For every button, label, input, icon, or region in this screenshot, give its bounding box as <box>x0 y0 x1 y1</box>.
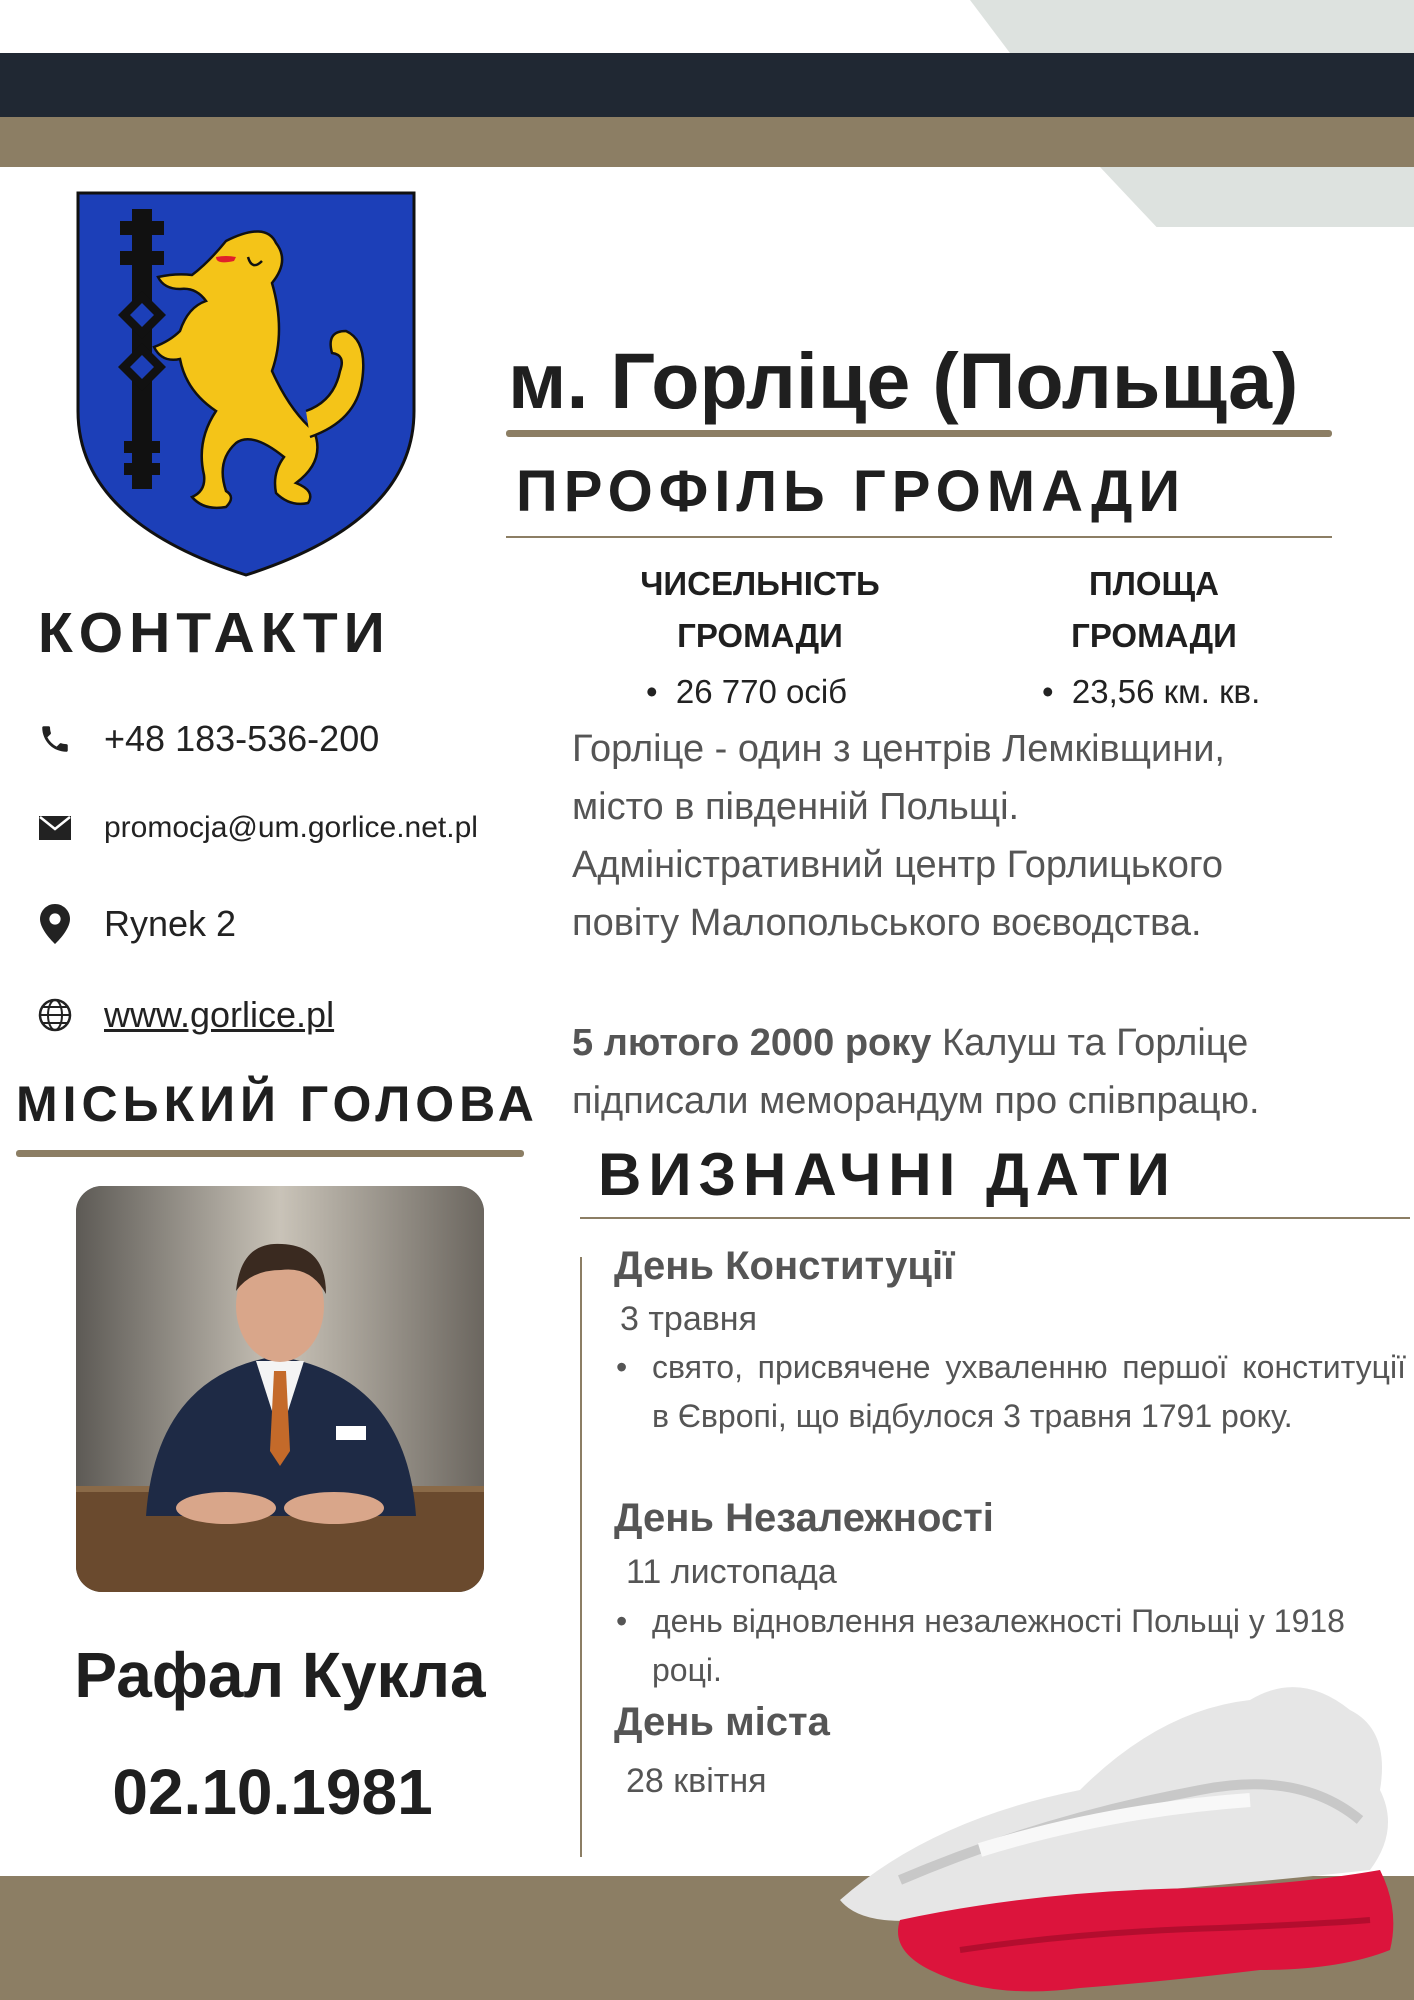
event-title: День Конституції <box>614 1244 955 1288</box>
bullet-icon: • <box>616 1603 628 1639</box>
mayor-photo <box>76 1186 484 1592</box>
memorandum-date: 5 лютого 2000 року <box>572 1022 932 1064</box>
area-heading-line2: ГРОМАДИ <box>1071 617 1237 654</box>
memorandum-note <box>572 1014 1372 1130</box>
mayor-name: Рафал Кукла <box>74 1639 486 1711</box>
coat-of-arms-logo <box>76 191 416 577</box>
notable-dates-heading: ВИЗНАЧНІ ДАТИ <box>598 1141 1177 1208</box>
memorandum-text: Калуш та Горліце <box>931 1022 1249 1064</box>
event-description-text: свято, присвячене ухваленню першої конституції в Європі, що відбулося 3 травня 1791 року. <box>652 1349 1406 1434</box>
description-line: Адміністративний центр Горлицького <box>572 844 1224 886</box>
city-description <box>572 720 1372 952</box>
area-value-text: 23,56 км. кв. <box>1071 673 1261 710</box>
polish-flag-brush-decor <box>780 1670 1414 2000</box>
population-value-text: 26 770 осіб <box>675 673 848 710</box>
contact-address <box>36 903 236 945</box>
bullet-icon: • <box>616 1349 628 1385</box>
title-divider <box>506 430 1332 437</box>
dates-divider <box>580 1217 1410 1219</box>
profile-subtitle: ПРОФІЛЬ ГРОМАДИ <box>516 459 1187 524</box>
website-link[interactable]: www.gorlice.pl <box>104 994 335 1035</box>
bullet-icon: • <box>1042 673 1072 710</box>
area-value <box>1042 673 1260 711</box>
event-date: 28 квітня <box>626 1762 767 1800</box>
phone-number: +48 183-536-200 <box>104 718 380 759</box>
contact-phone <box>36 718 379 760</box>
contact-website <box>36 994 334 1036</box>
description-line: місто в південній Польщі. <box>572 786 1020 828</box>
event-date: 3 травня <box>620 1300 757 1338</box>
right-decor-tab <box>1100 167 1414 227</box>
mayor-birth-date: 02.10.1981 <box>112 1756 433 1828</box>
population-heading-line2: ГРОМАДИ <box>677 617 843 654</box>
mayor-divider <box>16 1150 524 1157</box>
population-value <box>646 673 847 711</box>
population-heading <box>560 558 960 662</box>
dates-timeline-line <box>580 1257 582 1857</box>
event-description <box>616 1343 1406 1441</box>
top-right-decor <box>970 0 1414 53</box>
mayor-heading: МІСЬКИЙ ГОЛОВА <box>16 1076 539 1132</box>
population-heading-line1: ЧИСЕЛЬНІСТЬ <box>640 565 880 602</box>
location-pin-icon <box>36 905 74 943</box>
bullet-icon: • <box>646 673 676 710</box>
description-line: повіту Малопольського воєводства. <box>572 902 1202 944</box>
mail-icon <box>36 809 74 847</box>
description-line: Горліце - один з центрів Лемківщини, <box>572 728 1225 770</box>
header-dark-band <box>0 53 1414 117</box>
event-title: День міста <box>614 1700 830 1744</box>
event-description-text: день відновлення незалежності Польщі у 1918 році. <box>652 1603 1345 1688</box>
event-date: 11 листопада <box>626 1553 837 1591</box>
email-link[interactable]: promocja@um.gorlice.net.pl <box>104 811 478 844</box>
area-heading-line1: ПЛОЩА <box>1088 565 1219 602</box>
phone-icon <box>36 720 74 758</box>
contacts-heading: КОНТАКТИ <box>38 601 391 665</box>
area-heading <box>1004 558 1304 662</box>
subtitle-divider <box>506 536 1332 538</box>
event-title: День Незалежності <box>614 1496 994 1540</box>
globe-icon <box>36 996 74 1034</box>
header-tan-band <box>0 117 1414 167</box>
contact-email <box>36 809 478 847</box>
memorandum-text-line2: підписали меморандум про співпрацю. <box>572 1080 1260 1122</box>
address-text: Rynek 2 <box>104 903 237 944</box>
page-title: м. Горліце (Польща) <box>508 336 1299 425</box>
